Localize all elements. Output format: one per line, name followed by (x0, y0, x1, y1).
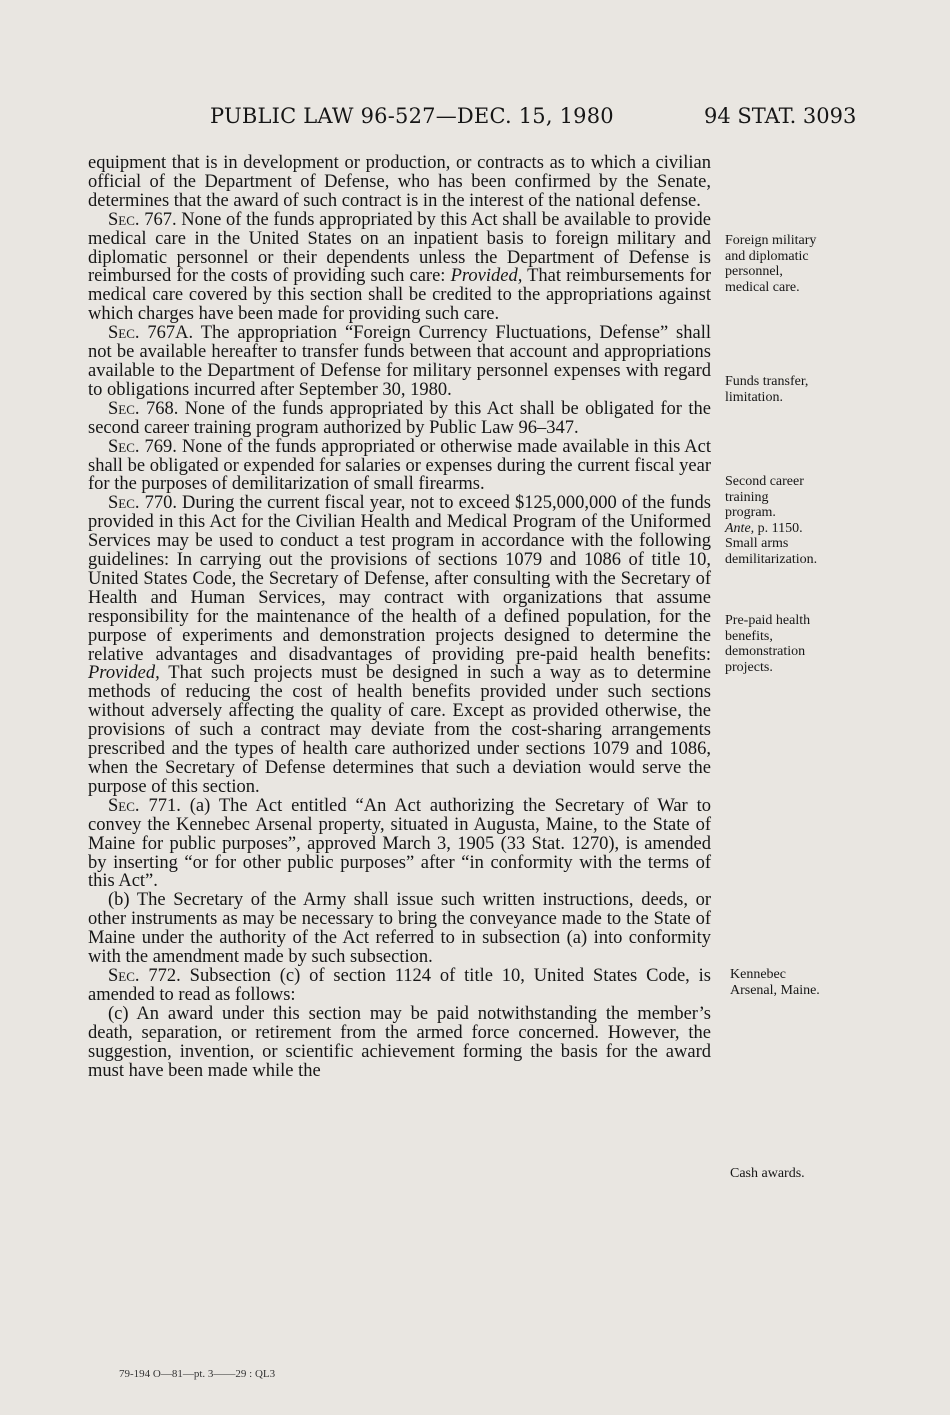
note-line: Arsenal, Maine. (730, 982, 820, 998)
note-ante-reference (725, 521, 865, 537)
section-770 (88, 494, 711, 797)
section-label: Sec. 768. (108, 398, 179, 419)
note-line: Cash awards. (730, 1166, 805, 1181)
provided-term: Provided, (88, 663, 160, 684)
section-text: None of the funds appropriated by this Act shall be obligated for the second career training program authorized by Public Law 96–347. (88, 398, 712, 438)
subsection-text: (c) An award under this section may be paid notwithstanding the member’s death, separation, or retirement from the armed force concerned. However, the suggestion, invention, or scientific achievement forming the basis for the award must have been made while the (88, 1003, 711, 1081)
section-771-b (88, 891, 711, 967)
section-767a (88, 324, 711, 400)
note-line: medical care. (725, 279, 800, 295)
section-text: None of the funds appropriated by this Act shall be available to provide medical care in the United States on an inpatient basis to foreign military and diplomatic personnel or their dependents unless the Department of Defense is reimbursed for the costs of providing such care: (88, 209, 711, 287)
margin-note-cash-awards (730, 1166, 870, 1182)
note-line: program. (725, 505, 776, 521)
note-line: and diplomatic (725, 248, 809, 264)
note-line: demonstration (725, 644, 806, 660)
note-line: demilitarization. (725, 551, 818, 567)
section-772-c (88, 1005, 711, 1081)
note-line: limitation. (725, 389, 783, 405)
note-line: training (725, 489, 769, 505)
page-header-title: PUBLIC LAW 96-527—DEC. 15, 1980 (210, 104, 614, 128)
note-line: Second career (725, 474, 804, 489)
provided-term: Provided, (450, 266, 523, 287)
section-text: The appropriation “Foreign Currency Fluctuations, Defense” shall not be available hereafter to transfer funds between that account and appropriations available to the Department of Defense for military personnel expenses with regard to obligations incurred after September 30, 1980. (88, 323, 711, 400)
section-text: That such projects must be designed in such a way as to determine methods of reducing the cost of health benefits provided under such sections without adversely affecting the quality of care. Except as provided otherwise, the provisions of such a contract may deviate from the cost-sharing arrangements prescribed and the types of health care authorized under sections 1079 and 1086, when the Secretary of Defense determines that such a deviation would serve the purpose of this section. (88, 663, 711, 797)
note-line: Foreign military (725, 233, 817, 248)
margin-note-foreign-military (725, 233, 865, 295)
subsection-text: (b) The Secretary of the Army shall issue such written instructions, deeds, or other instruments as may be necessary to bring the conveyance made to the State of Maine under the authority of the Act referred to in subsection (a) into conformity with the amendment made by such subsection. (88, 890, 711, 968)
section-text: None of the funds appropriated or otherwise made available in this Act shall be obligated or expended for salaries or expenses during the current fiscal year for the purposes of demilitarization of small firearms. (88, 436, 711, 495)
margin-note-kennebec (730, 967, 870, 998)
main-text (88, 154, 711, 1080)
note-line: Small arms (725, 536, 789, 552)
margin-note-prepaid-health (725, 613, 865, 675)
section-text: (a) The Act entitled “An Act authorizing the Secretary of War to convey the Kennebec Arsenal property, situated in Augusta, Maine, to the State of Maine for public purposes”, approved March 3, 1905 (33 Stat. 1270), is amended by inserting “or for other public purposes” after “in conformity with the terms of this Act”. (88, 795, 711, 892)
note-line: benefits, (725, 628, 773, 644)
section-label: Sec. 767A. (108, 323, 194, 344)
note-line: Funds transfer, (725, 374, 809, 389)
note-line: projects. (725, 659, 773, 675)
note-line: personnel, (725, 264, 783, 280)
page-header (0, 104, 950, 138)
statute-page-number: 94 STAT. 3093 (704, 104, 857, 128)
section-771 (88, 797, 711, 892)
note-line: Kennebec (730, 967, 786, 982)
margin-note-funds-transfer (725, 374, 865, 405)
note-line: Pre-paid health (725, 613, 811, 628)
section-text: During the current fiscal year, not to exceed $125,000,000 of the funds provided in this Act for the Civilian Health and Medical Program of the Uniformed Services may be used to conduct a test program in accordance with the following guidelines: In carrying out the provisions of sections 1079 and 1086 of title 10, United States Code, the Secretary of Defense, after consulting with the Secretary of Health and Human Services, may contract with organizations that assume responsibility for the maintenance of the health of a defined population, for the purpose of experiments and demonstration projects designed to determine the relative advantages and disadvantages of providing pre-paid health benefits: (88, 493, 711, 665)
section-text: Subsection (c) of section 1124 of title 10, United States Code, is amended to read as follows: (88, 965, 711, 1005)
section-text: That reimbursements for medical care covered by this section shall be credited to the appropriations against which charges have been made for providing such care. (88, 266, 711, 325)
margin-note-second-career (725, 474, 865, 568)
section-767 (88, 211, 711, 324)
section-772 (88, 967, 711, 1005)
section-label: Sec. 772. (108, 965, 181, 986)
ante-page: p. 1150. (754, 520, 803, 536)
print-footer: 79-194 O—81—pt. 3——29 : QL3 (119, 1368, 276, 1380)
paragraph-text: equipment that is in development or production, or contracts as to which a civilian official of the Department of Defense, who has been confirmed by the Senate, determines that the award of such contract is in the interest of the national defense. (88, 153, 711, 211)
section-label: Sec. 770. (108, 493, 177, 514)
ante-term: Ante, (725, 520, 755, 536)
section-768 (88, 400, 711, 438)
section-769 (88, 438, 711, 495)
section-label: Sec. 769. (108, 436, 177, 457)
section-label: Sec. 767. (108, 209, 177, 230)
section-label: Sec. 771. (108, 795, 181, 816)
paragraph-continued (88, 154, 711, 211)
